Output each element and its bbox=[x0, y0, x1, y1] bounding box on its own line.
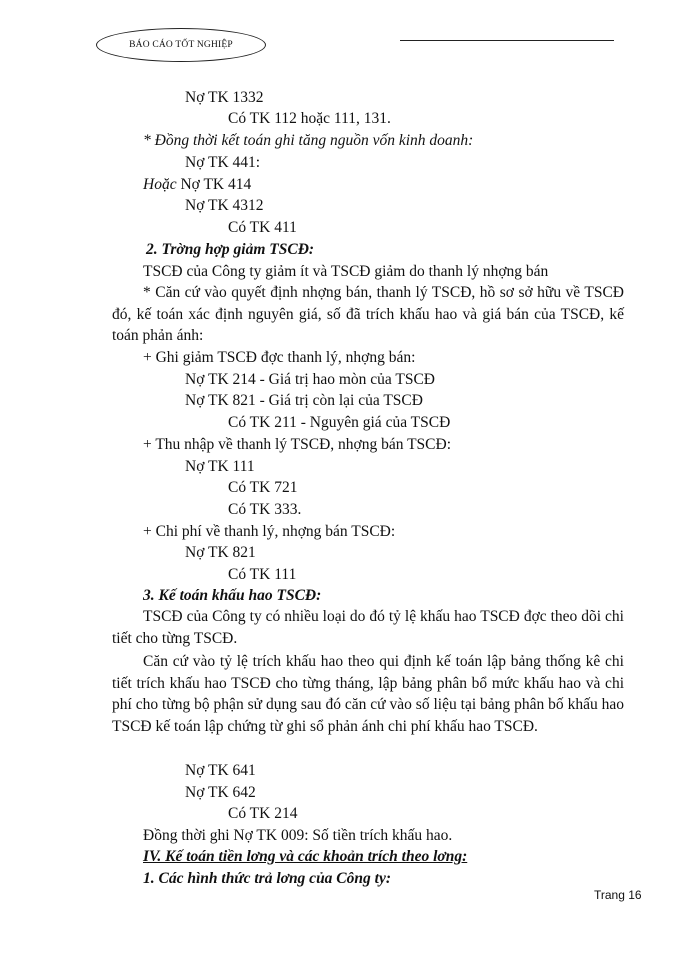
paragraph: Căn cứ vào tỷ lệ trích khấu hao theo qui định kế toán lập bảng thống kê chi tiết trích khấu hao TSCĐ cho từng tháng, lập bảng phân bổ mức khấu hao và chi phí cho từng bộ phận sử dụng sau đó căn cứ vào số liệu tại bảng phân bố khấu hao TSCĐ kế toán lập chứng từ ghi sổ phản ánh chi phí khấu hao TSCĐ. bbox=[112, 653, 624, 735]
section-heading-3: 3. Kế toán khấu hao TSCĐ: bbox=[143, 587, 322, 604]
header-badge bbox=[96, 28, 266, 62]
text-line: Có TK 211 - Nguyên giá của TSCĐ bbox=[228, 414, 451, 431]
text-line: Nợ TK 642 bbox=[185, 784, 256, 801]
text-line: + Thu nhập về thanh lý TSCĐ, nhợng bán TSCĐ: bbox=[143, 436, 451, 453]
page-number: Trang 16 bbox=[594, 888, 642, 902]
text-line: Nợ TK 641 bbox=[185, 762, 256, 779]
text-line: TSCĐ của Công ty giảm ít và TSCĐ giảm do thanh lý nhợng bán bbox=[143, 263, 549, 280]
section-heading-iv: IV. Kế toán tiền lơng và các khoản trích theo lơng: bbox=[143, 848, 468, 865]
text-line: Đồng thời ghi Nợ TK 009: Số tiền trích khấu hao. bbox=[143, 827, 453, 844]
section-heading-2: 2. Trờng hợp giảm TSCĐ: bbox=[146, 241, 315, 258]
subsection-heading: 1. Các hình thức trả lơng của Công ty: bbox=[143, 870, 391, 887]
text-line: * Đồng thời kết toán ghi tăng nguồn vốn kinh doanh: bbox=[143, 132, 474, 149]
text-line: Có TK 214 bbox=[228, 805, 298, 822]
text-line: Có TK 721 bbox=[228, 479, 298, 496]
paragraph: TSCĐ của Công ty có nhiều loại do đó tỷ lệ khấu hao TSCĐ đợc theo dõi chi tiết cho từng TSCĐ. bbox=[112, 608, 624, 647]
text-line: Nợ TK 821 bbox=[185, 544, 256, 561]
paragraph: * Căn cứ vào quyết định nhợng bán, thanh lý TSCĐ, hồ sơ sở hữu về TSCĐ đó, kế toán xác định nguyên giá, số đã trích khấu hao và giá bán của TSCĐ, kế toán phản ánh: bbox=[112, 284, 624, 345]
text-span: Nợ TK 414 bbox=[176, 176, 252, 193]
text-line: Có TK 111 bbox=[228, 566, 297, 583]
text-line: + Chi phí về thanh lý, nhợng bán TSCĐ: bbox=[143, 523, 396, 540]
text-line: Có TK 411 bbox=[228, 219, 297, 236]
text-line: Nợ TK 1332 bbox=[185, 89, 264, 106]
header-rule bbox=[400, 40, 614, 41]
text-line: Có TK 112 hoặc 111, 131. bbox=[228, 110, 391, 127]
text-line: Nợ TK 4312 bbox=[185, 197, 264, 214]
text-line: Nợ TK 214 - Giá trị hao mòn của TSCĐ bbox=[185, 371, 435, 388]
header-badge-text: BÁO CÁO TỐT NGHIỆP bbox=[129, 40, 233, 50]
hoac-word: Hoặc bbox=[143, 176, 177, 193]
text-line: Nợ TK 441: bbox=[185, 154, 261, 171]
text-line: + Ghi giảm TSCĐ đợc thanh lý, nhợng bán: bbox=[143, 349, 416, 366]
text-line bbox=[143, 175, 251, 195]
text-line: Nợ TK 111 bbox=[185, 458, 255, 475]
text-line: Có TK 333. bbox=[228, 501, 302, 518]
text-line: Nợ TK 821 - Giá trị còn lại của TSCĐ bbox=[185, 392, 423, 409]
